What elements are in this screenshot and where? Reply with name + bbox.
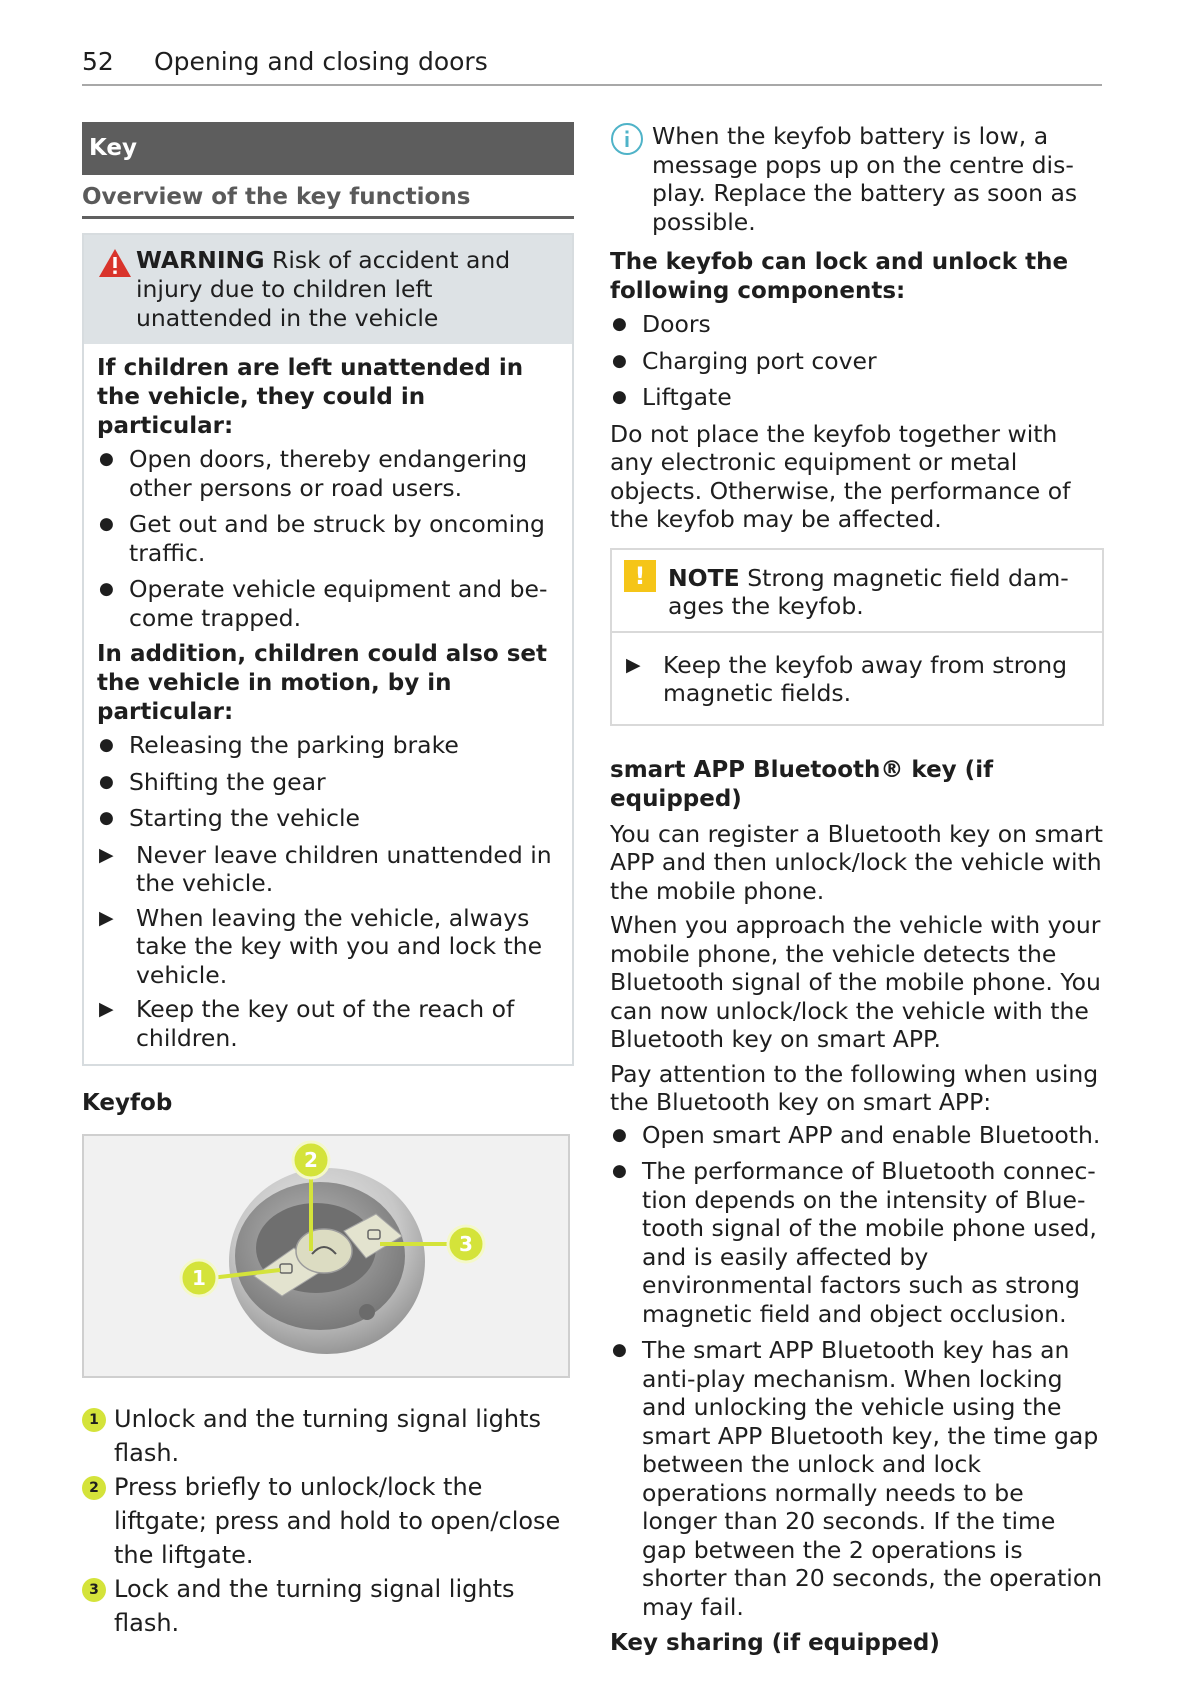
warning-box [82,233,574,1066]
list-item: ● Shifting the gear [97,768,560,797]
list-item: ● Open smart APP and enable Bluetooth. [610,1121,1104,1150]
warning-actions [97,841,560,1053]
legend-number: 2 [82,1476,106,1500]
warning-body [84,344,572,1064]
note-header [612,550,1102,633]
bluetooth-paragraph-3: Pay attention to the following when using the Bluetooth key on smart APP: [610,1059,1099,1116]
bluetooth-heading: smart APP Bluetooth® key (if equipped) [610,756,994,812]
warning-list-2 [97,731,560,833]
legend-item-3 [82,1572,574,1640]
note-box [610,548,1104,726]
keyfob-illustration [82,1134,570,1378]
note-actions [624,651,1092,708]
bluetooth-paragraph-1: You can register a Bluetooth key on smart APP and then unlock/lock the vehicle with the mobile phone. [610,819,1103,905]
list-item: ● Charging port cover [610,347,1104,376]
callout-1 [181,1260,217,1296]
page-number: 52 [82,47,114,76]
subheading: Overview of the key functions [82,184,574,219]
list-item: ● Liftgate [610,383,1104,412]
info-text: When the keyfob battery is low, a message pops up on the centre display. Replace the battery as soon as possible. [652,122,1078,236]
page-header [82,44,1102,86]
left-column [82,122,574,1640]
components-list [610,310,1104,412]
components-heading: The keyfob can lock and unlock the following components: [610,249,1069,304]
callout-3 [448,1226,484,1262]
note-text: Strong magnetic field damages the keyfob. [668,563,1069,620]
keyfob-legend [82,1402,574,1640]
callout-2 [293,1142,329,1178]
keyfob-title: Keyfob [82,1090,173,1116]
section-title: Key [82,122,574,175]
legend-number: 3 [82,1578,106,1602]
svg-text:2: 2 [304,1148,318,1172]
warning-list [97,445,560,632]
action-item: ▶ Never leave children unattended in the vehicle. [97,841,560,898]
exclamation-icon: ! [624,560,656,592]
note-label: NOTE [668,563,740,592]
list-item: ● Operate vehicle equipment and become trapped. [97,575,560,632]
action-item: ▶ When leaving the vehicle, always take the key with you and lock the vehicle. [97,904,560,990]
key-sharing-heading: Key sharing (if equipped) [610,1630,940,1656]
info-icon [610,122,646,236]
svg-text:3: 3 [459,1232,473,1256]
note-body [612,633,1102,724]
placement-paragraph: Do not place the keyfob together with any electronic equipment or metal objects. Otherwise, the performance of the keyfob may be affected. [610,419,1071,533]
legend-text: Press briefly to unlock/lock the liftgate; press and hold to open/close the liftgate. [114,1473,561,1569]
warning-intro: If children are left unattended in the vehicle, they could in particular: [97,355,524,439]
warning-icon [98,248,134,333]
warning-header [84,235,572,344]
warning-text: Risk of accident and injury due to children left unattended in the vehicle [136,246,511,332]
list-item: ● Starting the vehicle [97,804,560,833]
chapter-title: Opening and closing doors [154,47,488,76]
list-item: ● Releasing the parking brake [97,731,560,760]
legend-item-1 [82,1402,574,1470]
legend-number: 1 [82,1408,106,1432]
legend-text: Unlock and the turning signal lights flash. [114,1405,541,1467]
list-item: ● Doors [610,310,1104,339]
warning-intro-2: In addition, children could also set the vehicle in motion, by in particular: [97,641,547,725]
list-item: ● Get out and be struck by oncoming traffic. [97,510,560,567]
bluetooth-list [610,1121,1104,1622]
list-item: ● Open doors, thereby endangering other persons or road users. [97,445,560,502]
action-item: ▶ Keep the keyfob away from strong magnetic fields. [624,651,1092,708]
action-item: ▶ Keep the key out of the reach of children. [97,995,560,1052]
svg-text:1: 1 [192,1266,206,1290]
bluetooth-paragraph-2: When you approach the vehicle with your mobile phone, the vehicle detects the Bluetooth signal of the mobile phone. You can now unlock/lock the vehicle with the Bluetooth key on smart APP. [610,911,1101,1053]
info-note [610,122,1104,236]
warning-label: WARNING [136,246,265,274]
list-item: ● The smart APP Bluetooth key has an anti-play mechanism. When locking and unlocking the vehicle using the smart APP Bluetooth key, the time gap between the unlock and lock operations normally needs to be longer than 20 seconds. If the time gap between the 2 operations is shorter than 20 seconds, the operation may fail. [610,1336,1104,1621]
right-column [610,122,1104,1658]
list-item: ● The performance of Bluetooth connection depends on the intensity of Bluetooth signal of the mobile phone used, and is easily affected by environmental factors such as strong magnetic field and object occlusion. [610,1157,1104,1328]
legend-text: Lock and the turning signal lights flash. [114,1575,515,1637]
legend-item-2 [82,1470,574,1572]
